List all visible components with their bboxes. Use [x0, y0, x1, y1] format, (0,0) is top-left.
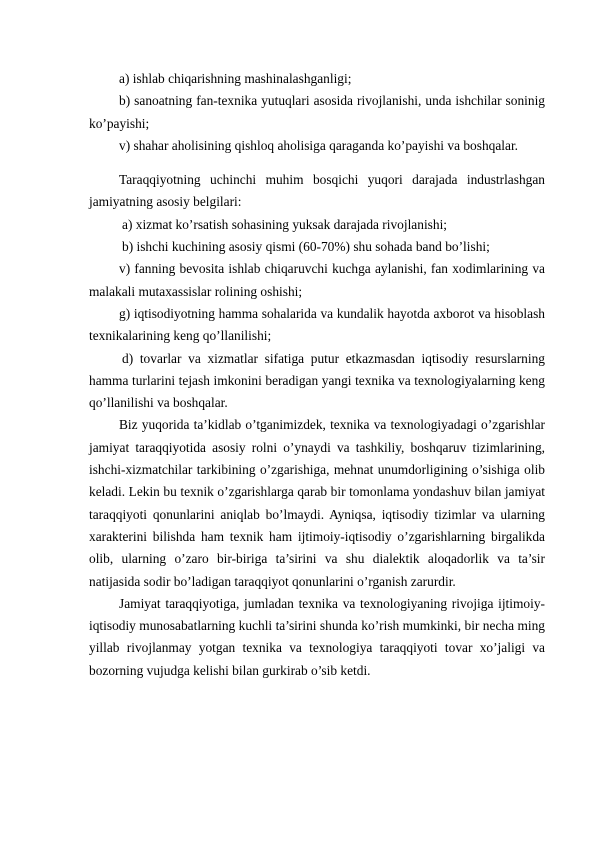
list2-item-d: d) tovarlar va xizmatlar sifatiga putur etkazmasdan iqtisodiy resurslarning hamma turlarini tejash imkonini beradigan yangi texnika va texnologiyalarning keng qo’llanilishi va boshqalar.: [89, 350, 545, 411]
list2-item-b: b) ishchi kuchining asosiy qismi (60-70%) shu sohada band bo’lishi;: [122, 239, 490, 255]
intro-paragraph: Taraqqiyotning uchinchi muhim bosqichi yuqori darajada industrlashgan jamiyatning asosiy belgilari:: [89, 172, 545, 210]
body-paragraph-1: Biz yuqorida ta’kidlab o’tganimizdek, texnika va texnologiyadagi o’zgarishlar jamiyat taraqqiyotida asosiy rolni o’ynaydi va tashkiliy, boshqaruv tizimlarining, ishchi-xizmatchilar tarkibining o’zgarishiga, mehnat unumdorligining o’sishiga olib keladi. Lekin bu texnik o’zgarishlarga qarab bir tomonlama yondashuv bilan jamiyat taraqqiyoti qonunlarini aniqlab bo’lmaydi. Ayniqsa, iqtisodiy tizimlar va ularning xarakterini bilishda ham texnik ham ijtimoiy-iqtisodiy o’zgarishlarning birgalikda olib, ularning o’zaro bir-biriga ta’sirini va shu dialektik aloqadorlik va ta’sir natijasida sodir bo’ladigan taraqqiyot qonunlarini o’rganish zarurdir.: [89, 417, 545, 589]
list2-item-a: a) xizmat ko’rsatish sohasining yuksak darajada rivojlanishi;: [122, 216, 448, 232]
document-page: [89, 68, 545, 682]
paragraph-gap: [89, 157, 545, 169]
list1-item-a: a) ishlab chiqarishning mashinalashganligi;: [119, 71, 352, 86]
list2-item-g: g) iqtisodiyotning hamma sohalarida va kundalik hayotda axborot va hisoblash texnikalarining keng qo’llanilishi;: [89, 305, 545, 344]
list1-item-v: v) shahar aholisining qishloq aholisiga qaraganda ko’payishi va boshqalar.: [119, 137, 519, 153]
list2-item-v: v) fanning bevosita ishlab chiqaruvchi kuchga aylanishi, fan xodimlarining va malakali mutaxassislar rolining oshishi;: [89, 261, 545, 299]
body-paragraph-2: Jamiyat taraqqiyotiga, jumladan texnika va texnologiyaning rivojiga ijtimoiy- iqtisodiy munosabatlarning kuchli ta’sirini shunda ko’rish mumkinki, bir necha ming yillab rivojlanmay yotgan texnika va texnologiya taraqqiyoti tovar xo’jaligi va bozorning vujudga kelishi bilan gurkirab o’sib ketdi.: [89, 595, 545, 678]
list1-item-b: b) sanoatning fan-texnika yutuqlari asosida rivojlanishi, unda ishchilar soninig ko’payishi;: [89, 93, 545, 131]
